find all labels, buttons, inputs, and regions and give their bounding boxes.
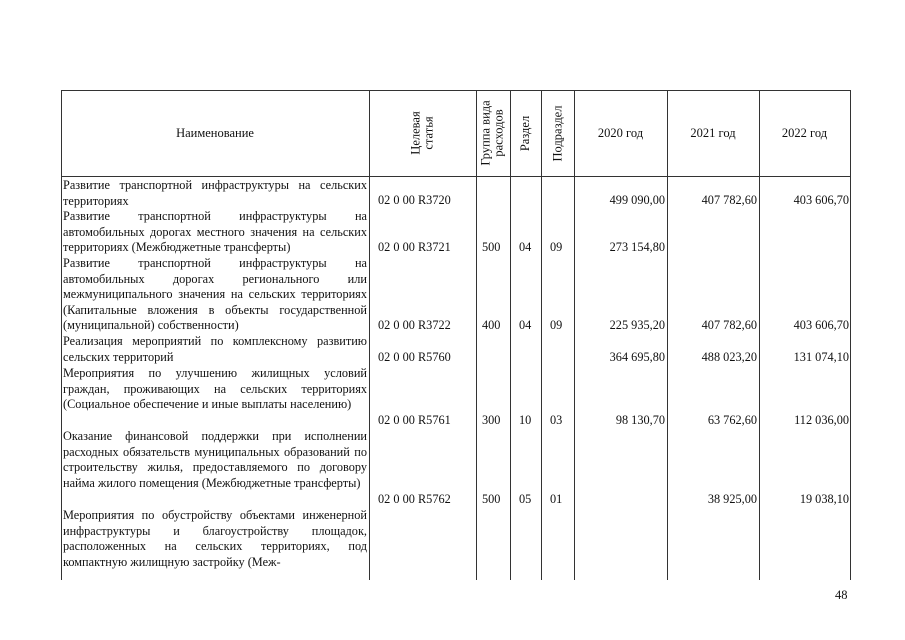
row-code: 02 0 00 R3722 <box>378 318 451 332</box>
row-subsection: 09 <box>550 318 563 332</box>
row-value-2022: 131 074,10 <box>793 350 849 364</box>
row-value-2022: 403 606,70 <box>793 193 849 207</box>
row-name: Развитие транспортной инфраструктуры на автомобильных дорогах регионального или межмуниципального значения на сельских территориях (Капитальные вложения в объекты государственной (муниципальной) собственности) <box>63 256 367 333</box>
row-name: Оказание финансовой поддержки при исполнении расходных обязательств муниципальных образований по строительству жилья, предоставляемого по договору найма жилого помещения (Межбюджетные трансферты) <box>63 429 367 490</box>
col-border <box>850 90 851 580</box>
table-grid <box>61 90 851 580</box>
row-code: 02 0 00 R5761 <box>378 413 451 427</box>
header-target-article: Целевая статья <box>408 111 436 155</box>
header-expense-group: Группа вида расходов <box>479 100 507 166</box>
row-code: 02 0 00 R5762 <box>378 492 451 506</box>
row-name: Развитие транспортной инфраструктуры на сельских территориях <box>63 178 367 208</box>
row-subsection: 03 <box>550 413 563 427</box>
row-code: 02 0 00 R5760 <box>378 350 451 364</box>
row-value-2020: 225 935,20 <box>609 318 665 332</box>
row-value-2021: 63 762,60 <box>707 413 757 427</box>
header-bottom-border <box>61 176 851 177</box>
row-section: 04 <box>519 240 532 254</box>
row-group: 500 <box>482 492 501 506</box>
row-code: 02 0 00 R3721 <box>378 240 451 254</box>
row-value-2021: 407 782,60 <box>701 193 757 207</box>
row-subsection: 09 <box>550 240 563 254</box>
row-section: 10 <box>519 413 532 427</box>
row-value-2020: 98 130,70 <box>615 413 665 427</box>
header-section: Раздел <box>518 115 533 151</box>
row-group: 400 <box>482 318 501 332</box>
row-value-2021: 38 925,00 <box>707 492 757 506</box>
row-group: 300 <box>482 413 501 427</box>
page-number: 48 <box>835 588 848 602</box>
row-group: 500 <box>482 240 501 254</box>
row-section: 04 <box>519 318 532 332</box>
row-name: Мероприятия по улучшению жилищных условий граждан, проживающих на сельских территориях (Социальное обеспечение и иные выплаты населению) <box>63 366 367 412</box>
row-value-2022: 112 036,00 <box>794 413 849 427</box>
row-section: 05 <box>519 492 532 506</box>
header-year-2022: 2022 год <box>781 125 828 140</box>
header-subsection: Подраздел <box>550 105 564 161</box>
row-value-2022: 19 038,10 <box>799 492 849 506</box>
row-value-2021: 407 782,60 <box>701 318 757 332</box>
row-value-2020: 273 154,80 <box>609 240 665 254</box>
row-subsection: 01 <box>550 492 563 506</box>
row-name: Развитие транспортной инфраструктуры на автомобильных дорогах местного значения на сельских территориях (Межбюджетные трансферты) <box>63 209 367 255</box>
header-year-2021: 2021 год <box>690 125 736 140</box>
header-name: Наименование <box>176 125 254 140</box>
row-value-2021: 488 023,20 <box>701 350 757 364</box>
row-value-2022: 403 606,70 <box>793 318 849 332</box>
row-name: Реализация мероприятий по комплексному развитию сельских территорий <box>63 334 367 364</box>
row-code: 02 0 00 R3720 <box>378 193 451 207</box>
row-value-2020: 364 695,80 <box>609 350 665 364</box>
row-name: Мероприятия по обустройству объектами инженерной инфраструктуры и благоустройству площадок, расположенных на сельских территориях, под компактную жилищную застройку (Меж- <box>63 508 367 569</box>
row-value-2020: 499 090,00 <box>609 193 665 207</box>
header-year-2020: 2020 год <box>597 125 644 140</box>
